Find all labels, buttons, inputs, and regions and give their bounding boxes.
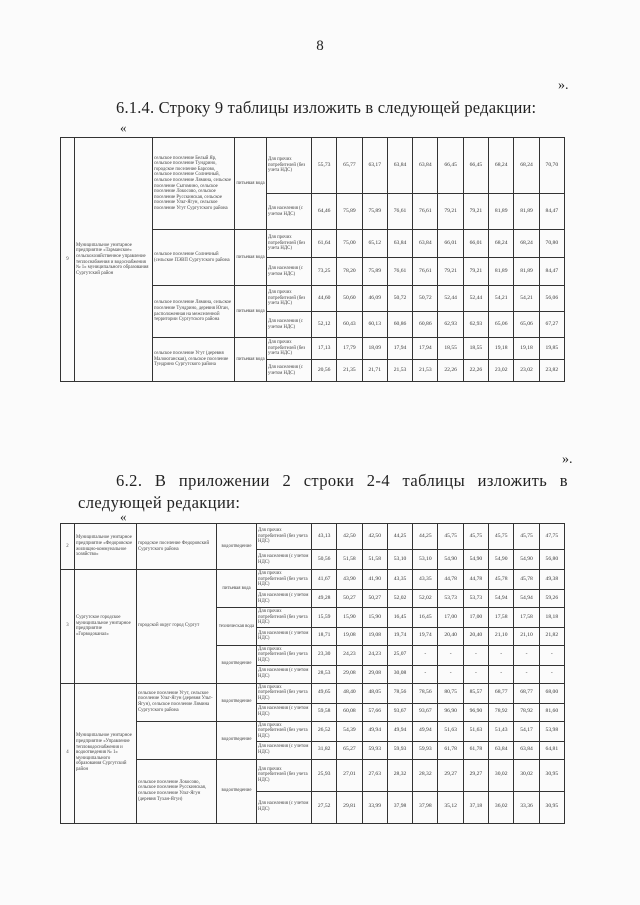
tariff-value: 54,90 <box>514 550 539 570</box>
consumer-label: Для прочих потребителей (без учета НДС) <box>267 338 312 360</box>
tariff-value: 44,60 <box>312 286 337 312</box>
tariff-value: 29,27 <box>463 759 488 791</box>
tariff-value: 44,25 <box>413 524 438 550</box>
tariff-value: 63,84 <box>413 138 438 194</box>
tariff-value: 22,26 <box>438 360 463 382</box>
tariff-value: 50,72 <box>413 286 438 312</box>
tariff-value: 27,52 <box>312 791 337 823</box>
tariff-value: 59,93 <box>387 741 412 759</box>
territory-cell: сельское поселение Белый Яр, сельское поселение Тундрино, городское поселение Барсово, сельское поселение Солнечный, сельское поселение Лямина, сельское поселение Сытомино, сельское поселение Локосово, сельское поселение Русскинская, сельское поселение Ульт-Ягун, сельское поселение Угут Сургутского района <box>153 138 235 230</box>
tariff-value: 50,27 <box>337 590 362 608</box>
page-number: 8 <box>316 38 324 54</box>
service-cell: питьевая вода <box>235 338 267 382</box>
tariff-value: 66,01 <box>438 230 463 258</box>
paragraph-6-1-4: 6.1.4. Строку 9 таблицы изложить в следующей редакции: <box>116 98 537 117</box>
tariff-value: 16,45 <box>413 608 438 628</box>
tariff-value: 29,08 <box>337 665 362 683</box>
tariff-value: 20,40 <box>438 627 463 645</box>
tariff-value: 54,90 <box>463 550 488 570</box>
tariff-value: 63,84 <box>387 138 412 194</box>
consumer-label: Для населения (с учетом НДС) <box>267 258 312 286</box>
tariff-value: 96,90 <box>438 703 463 721</box>
tariff-value: 27,01 <box>337 759 362 791</box>
tariff-value: 29,27 <box>438 759 463 791</box>
tariff-value: 44,78 <box>463 570 488 590</box>
tariff-value: 17,94 <box>413 338 438 360</box>
tariff-value: 51,58 <box>337 550 362 570</box>
table-row-9 <box>60 137 565 382</box>
tariff-value: 75,89 <box>337 194 362 230</box>
table-rows-2-4 <box>60 523 565 824</box>
consumer-label: Для населения (с учетом НДС) <box>257 627 312 645</box>
tariff-value: 50,27 <box>362 590 387 608</box>
tariff-value: 18,09 <box>362 338 387 360</box>
tariff-value: 42,50 <box>362 524 387 550</box>
tariff-value: 62,93 <box>438 312 463 338</box>
tariff-value: 19,08 <box>362 627 387 645</box>
tariff-value: 54,17 <box>514 721 539 741</box>
tariff-value: 78,20 <box>337 258 362 286</box>
row-number: 3 <box>61 570 75 684</box>
tariff-value: 53,98 <box>539 721 564 741</box>
tariff-value: 21,10 <box>489 627 514 645</box>
tariff-value: 66,45 <box>438 138 463 194</box>
tariff-value: 23,82 <box>539 360 564 382</box>
tariff-value: 64,46 <box>312 194 337 230</box>
tariff-value: 50,72 <box>387 286 412 312</box>
territory-cell: сельское поселение Солнечный (сельское ПЭВП Сургутского района <box>153 230 235 286</box>
tariff-value: 41,67 <box>312 570 337 590</box>
tariff-value: 17,13 <box>312 338 337 360</box>
tariff-value: 28,32 <box>387 759 412 791</box>
tariff-value: 49,94 <box>413 721 438 741</box>
tariff-value: - <box>438 665 463 683</box>
tariff-value: 60,43 <box>337 312 362 338</box>
tariff-value: 61,78 <box>438 741 463 759</box>
tariff-value: 63,84 <box>387 230 412 258</box>
territory-cell: сельское поселение Угут, сельское поселение Ульт-Ягун (деревня Ульт-Ягун), сельское поселение Лямина Сургутского района <box>137 683 217 721</box>
tariff-value: 60,86 <box>387 312 412 338</box>
tariff-value: 49,65 <box>312 683 337 703</box>
tariff-value: 68,24 <box>489 138 514 194</box>
tariff-value: 45,75 <box>463 524 488 550</box>
tariff-value: 56,06 <box>539 286 564 312</box>
tariff-value: 85,57 <box>463 683 488 703</box>
territory-cell: сельское поселение Лямина, сельское поселение Тундрино, деревня Юган, расположенная на межселенной территории Сургутского района <box>153 286 235 338</box>
tariff-value: 49,38 <box>539 570 564 590</box>
tariff-value: 81,89 <box>514 258 539 286</box>
tariff-value: 60,86 <box>413 312 438 338</box>
service-cell: питьевая вода <box>235 138 267 230</box>
tariff-value: 24,23 <box>362 645 387 665</box>
organization-cell: Сургутское городское муниципальное унитарное предприятие «Горводоканал» <box>75 570 137 684</box>
tariff-value: 26,52 <box>312 721 337 741</box>
table-row <box>61 683 565 703</box>
tariff-value: 66,01 <box>463 230 488 258</box>
consumer-label: Для населения (с учетом НДС) <box>257 665 312 683</box>
quote-end-top: ». <box>558 78 569 93</box>
tariff-value: 61,64 <box>312 230 337 258</box>
tariff-value: 18,18 <box>539 608 564 628</box>
consumer-label: Для населения (с учетом НДС) <box>257 741 312 759</box>
tariff-value: 21,71 <box>362 360 387 382</box>
tariff-value: 21,10 <box>514 627 539 645</box>
territory-cell: городское поселение Федоровский Сургутского района <box>137 524 217 570</box>
tariff-value: 33,36 <box>514 791 539 823</box>
row-number: 2 <box>61 524 75 570</box>
consumer-label: Для прочих потребителей (без учета НДС) <box>257 721 312 741</box>
tariff-value: 70,80 <box>539 230 564 258</box>
tariff-value: 75,89 <box>362 258 387 286</box>
tariff-value: - <box>489 665 514 683</box>
tariff-value: 19,74 <box>413 627 438 645</box>
consumer-label: Для прочих потребителей (без учета НДС) <box>257 759 312 791</box>
tariff-value: 45,75 <box>438 524 463 550</box>
tariff-value: 41,90 <box>362 570 387 590</box>
tariff-value: 19,74 <box>387 627 412 645</box>
tariff-value: 37,98 <box>387 791 412 823</box>
tariff-value: 17,00 <box>438 608 463 628</box>
tariff-value: - <box>514 645 539 665</box>
tariff-value: 21,82 <box>539 627 564 645</box>
consumer-label: Для населения (с учетом НДС) <box>257 550 312 570</box>
tariff-value: 45,78 <box>489 570 514 590</box>
tariff-value: 46,09 <box>362 286 387 312</box>
tariff-value: 33,99 <box>362 791 387 823</box>
consumer-label: Для прочих потребителей (без учета НДС) <box>257 608 312 628</box>
service-cell: питьевая вода <box>217 570 257 608</box>
tariff-value: 17,79 <box>337 338 362 360</box>
tariff-value: 20,40 <box>463 627 488 645</box>
tariff-value: 42,50 <box>337 524 362 550</box>
tariff-value: 78,56 <box>387 683 412 703</box>
tariff-value: 61,78 <box>463 741 488 759</box>
tariff-value: - <box>539 665 564 683</box>
tariff-value: 79,21 <box>438 194 463 230</box>
tariff-value: 27,63 <box>362 759 387 791</box>
tariff-value: 62,93 <box>463 312 488 338</box>
territory-cell: сельское поселение Локосово, сельское поселение Русскинская, сельское поселение Ульт-Ягун (деревня Тухан-Ягун) <box>137 759 217 823</box>
tariff-value: 68,24 <box>489 230 514 258</box>
tariff-value: 68,77 <box>489 683 514 703</box>
tariff-value: 49,28 <box>312 590 337 608</box>
tariff-value: 23,02 <box>514 360 539 382</box>
tariff-value: 31,82 <box>312 741 337 759</box>
tariff-value: 75,89 <box>362 194 387 230</box>
tariff-value: 50,56 <box>312 550 337 570</box>
tariff-value: 78,56 <box>413 683 438 703</box>
tariff-value: 73,25 <box>312 258 337 286</box>
tariff-value: 19,18 <box>489 338 514 360</box>
tariff-value: 29,08 <box>362 665 387 683</box>
tariff-value: 59,58 <box>312 703 337 721</box>
tariff-value: 30,02 <box>489 759 514 791</box>
tariff-value: 81,89 <box>514 194 539 230</box>
tariff-value: 65,06 <box>514 312 539 338</box>
tariff-value: 49,94 <box>387 721 412 741</box>
tariff-value: 81,89 <box>489 258 514 286</box>
tariff-value: 84,47 <box>539 258 564 286</box>
tariff-value: 43,13 <box>312 524 337 550</box>
tariff-value: 84,47 <box>539 194 564 230</box>
tariff-value: 53,10 <box>413 550 438 570</box>
tariff-value: 43,90 <box>337 570 362 590</box>
consumer-label: Для населения (с учетом НДС) <box>267 360 312 382</box>
tariff-value: - <box>514 665 539 683</box>
tariff-value: 75,00 <box>337 230 362 258</box>
tariff-value: 49,94 <box>362 721 387 741</box>
tariff-value: 28,32 <box>413 759 438 791</box>
tariff-value: 79,21 <box>463 194 488 230</box>
tariff-value: 57,66 <box>362 703 387 721</box>
tariff-value: 52,12 <box>312 312 337 338</box>
tariff-value: 60,13 <box>362 312 387 338</box>
tariff-value: 18,71 <box>312 627 337 645</box>
tariff-value: 54,94 <box>489 590 514 608</box>
table-row <box>61 138 565 194</box>
tariff-value: 67,27 <box>539 312 564 338</box>
table-row <box>61 759 565 791</box>
row-number: 4 <box>61 683 75 823</box>
tariff-value: - <box>539 645 564 665</box>
consumer-label: Для прочих потребителей (без учета НДС) <box>257 570 312 590</box>
tariff-value: 63,84 <box>489 741 514 759</box>
tariff-value: 37,98 <box>413 791 438 823</box>
tariff-value: 24,23 <box>337 645 362 665</box>
tariff-value: 54,21 <box>514 286 539 312</box>
service-cell: водоотведение <box>217 759 257 823</box>
tariff-value: 76,61 <box>387 194 412 230</box>
tariff-value: 65,77 <box>337 138 362 194</box>
tariff-value: 96,90 <box>463 703 488 721</box>
organization-cell: Муниципальное унитарное предприятие «Тарманское» сельскохозяйственное управление теплоснабжения и водоснабжения № 1» муниципального образования Сургутский район <box>75 138 153 382</box>
tariff-value: 28,53 <box>312 665 337 683</box>
tariff-value: 59,26 <box>539 590 564 608</box>
tariff-value: 54,39 <box>337 721 362 741</box>
tariff-value: 18,55 <box>463 338 488 360</box>
consumer-label: Для населения (с учетом НДС) <box>257 703 312 721</box>
tariff-value: 43,35 <box>387 570 412 590</box>
tariff-value: 37,18 <box>463 791 488 823</box>
tariff-value: 51,58 <box>362 550 387 570</box>
table-row <box>61 524 565 550</box>
tariff-value: 70,70 <box>539 138 564 194</box>
tariff-value: 19,08 <box>337 627 362 645</box>
tariff-value: 21,53 <box>413 360 438 382</box>
tariff-value: 55,73 <box>312 138 337 194</box>
tariff-value: - <box>463 645 488 665</box>
tariff-value: 59,93 <box>413 741 438 759</box>
tariff-value: 68,77 <box>514 683 539 703</box>
tariff-value: 52,44 <box>463 286 488 312</box>
table-row <box>61 721 565 741</box>
tariff-value: 53,10 <box>387 550 412 570</box>
consumer-label: Для прочих потребителей (без учета НДС) <box>267 230 312 258</box>
tariff-value: 59,93 <box>362 741 387 759</box>
tariff-value: 45,75 <box>489 524 514 550</box>
tariff-value: 63,84 <box>514 741 539 759</box>
tariff-value: 45,78 <box>514 570 539 590</box>
consumer-label: Для населения (с учетом НДС) <box>257 791 312 823</box>
tariff-value: - <box>413 645 438 665</box>
tariff-value: 81,89 <box>489 194 514 230</box>
quote-open-1: « <box>120 120 127 135</box>
tariff-value: 30,95 <box>539 759 564 791</box>
tariff-value: 65,12 <box>362 230 387 258</box>
tariff-value: 65,27 <box>337 741 362 759</box>
tariff-value: 53,73 <box>463 590 488 608</box>
tariff-value: 19,85 <box>539 338 564 360</box>
tariff-value: 15,90 <box>362 608 387 628</box>
tariff-value: 17,94 <box>387 338 412 360</box>
tariff-value: 63,84 <box>413 230 438 258</box>
tariff-value: 23,30 <box>312 645 337 665</box>
tariff-value: 79,21 <box>438 258 463 286</box>
tariff-value: 93,67 <box>413 703 438 721</box>
tariff-value: 54,21 <box>489 286 514 312</box>
service-cell: питьевая вода <box>235 286 267 338</box>
tariff-value: 66,45 <box>463 138 488 194</box>
tariff-value: 30,08 <box>387 665 412 683</box>
consumer-label: Для населения (с учетом НДС) <box>267 312 312 338</box>
tariff-value: 68,24 <box>514 138 539 194</box>
organization-cell: Муниципальное унитарное предприятие «Управление тепловодоснабжения и водоотведения № 1» муниципального образования Сургутский район <box>75 683 137 823</box>
row-number: 9 <box>61 138 75 382</box>
territory-cell: сельское поселение Угут (деревня Малоюганская), сельское поселение Тундрино Сургутского района <box>153 338 235 382</box>
tariff-value: 52,02 <box>413 590 438 608</box>
tariff-value: 44,78 <box>438 570 463 590</box>
quote-end-mid: ». <box>562 452 573 467</box>
tariff-value: 48,40 <box>337 683 362 703</box>
tariff-value: 17,58 <box>514 608 539 628</box>
service-cell: водоотведение <box>217 721 257 759</box>
tariff-value: 52,02 <box>387 590 412 608</box>
tariff-value: 23,02 <box>489 360 514 382</box>
tariff-value: 54,90 <box>438 550 463 570</box>
consumer-label: Для прочих потребителей (без учета НДС) <box>257 645 312 665</box>
tariff-value: 76,61 <box>413 258 438 286</box>
tariff-value: 25,93 <box>312 759 337 791</box>
tariff-value: 63,17 <box>362 138 387 194</box>
paragraph-6-2: 6.2. В приложении 2 строки 2-4 таблицы изложить в следующей редакции: <box>78 471 568 512</box>
tariff-value: 29,81 <box>337 791 362 823</box>
tariff-value: 78,92 <box>514 703 539 721</box>
service-cell: водоотведение <box>217 683 257 721</box>
tariff-value: 79,21 <box>463 258 488 286</box>
tariff-value: 81,60 <box>539 703 564 721</box>
tariff-value: 53,73 <box>438 590 463 608</box>
table-row <box>61 570 565 590</box>
organization-cell: Муниципальное унитарное предприятие «Федоровское жилищно-коммунальное хозяйство» <box>75 524 137 570</box>
tariff-value: - <box>463 665 488 683</box>
consumer-label: Для прочих потребителей (без учета НДС) <box>257 524 312 550</box>
tariff-value: 21,35 <box>337 360 362 382</box>
consumer-label: Для прочих потребителей (без учета НДС) <box>267 286 312 312</box>
tariff-value: 35,12 <box>438 791 463 823</box>
tariff-value: 48,05 <box>362 683 387 703</box>
consumer-label: Для прочих потребителей (без учета НДС) <box>267 138 312 194</box>
tariff-value: - <box>438 645 463 665</box>
territory-cell <box>137 721 217 759</box>
tariff-value: 56,80 <box>539 550 564 570</box>
tariff-value: 76,61 <box>387 258 412 286</box>
quote-open-2: « <box>120 509 127 524</box>
tariff-value: 93,67 <box>387 703 412 721</box>
tariff-value: 44,25 <box>387 524 412 550</box>
tariff-value: 21,53 <box>387 360 412 382</box>
service-cell: водоотведение <box>217 524 257 570</box>
tariff-value: 51,63 <box>463 721 488 741</box>
tariff-value: 45,75 <box>514 524 539 550</box>
service-cell: техническая вода <box>217 608 257 646</box>
tariff-value: 15,59 <box>312 608 337 628</box>
service-cell: водоотведение <box>217 645 257 683</box>
tariff-value: 51,43 <box>489 721 514 741</box>
tariff-value: 30,95 <box>539 791 564 823</box>
tariff-value: 78,92 <box>489 703 514 721</box>
tariff-value: 18,55 <box>438 338 463 360</box>
tariff-value: 17,58 <box>489 608 514 628</box>
tariff-value: 17,00 <box>463 608 488 628</box>
service-cell: питьевая вода <box>235 230 267 286</box>
consumer-label: Для населения (с учетом НДС) <box>257 590 312 608</box>
tariff-value: 64,81 <box>539 741 564 759</box>
tariff-value: 43,35 <box>413 570 438 590</box>
tariff-value: 50,60 <box>337 286 362 312</box>
tariff-value: 54,90 <box>489 550 514 570</box>
tariff-value: 80,75 <box>438 683 463 703</box>
tariff-value: 65,06 <box>489 312 514 338</box>
tariff-value: 19,18 <box>514 338 539 360</box>
tariff-value: 51,63 <box>438 721 463 741</box>
tariff-value: 54,94 <box>514 590 539 608</box>
tariff-value: 60,08 <box>337 703 362 721</box>
tariff-value: 47,75 <box>539 524 564 550</box>
tariff-value: 52,44 <box>438 286 463 312</box>
tariff-value: 68,00 <box>539 683 564 703</box>
tariff-value: - <box>489 645 514 665</box>
territory-cell: городской округ город Сургут <box>137 570 217 684</box>
tariff-value: 68,24 <box>514 230 539 258</box>
tariff-value: 16,45 <box>387 608 412 628</box>
tariff-value: 76,61 <box>413 194 438 230</box>
consumer-label: Для населения (с учетом НДС) <box>267 194 312 230</box>
tariff-value: 22,26 <box>463 360 488 382</box>
tariff-value: 36,02 <box>489 791 514 823</box>
tariff-value: - <box>413 665 438 683</box>
tariff-value: 25,07 <box>387 645 412 665</box>
tariff-value: 30,02 <box>514 759 539 791</box>
tariff-value: 20,56 <box>312 360 337 382</box>
tariff-value: 15,90 <box>337 608 362 628</box>
consumer-label: Для прочих потребителей (без учета НДС) <box>257 683 312 703</box>
